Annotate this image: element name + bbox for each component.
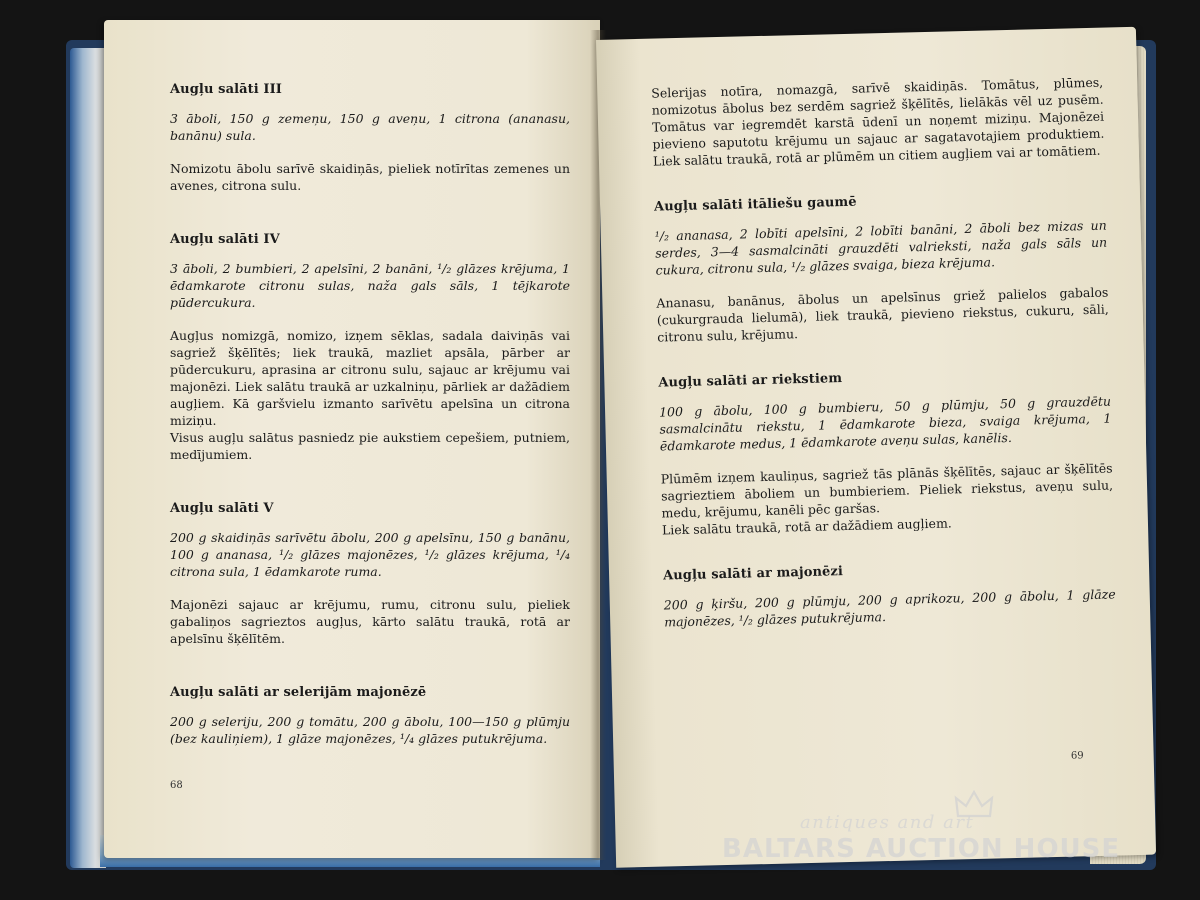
recipe-block (654, 189, 1109, 346)
recipe-ingredients: 100 g ābolu, 100 g bumbieru, 50 g plūmju, 50 g grauzdētu sasmalcinātu riekstu, 1 ēdamkarote bieza, svaiga krējuma, 1 ēdamkarote medus, 1 ēdamkarote aveņu sulas, kanēlis. (658, 393, 1112, 454)
page-number-right: 69 (1070, 750, 1084, 762)
recipe-ingredients: 200 g seleriju, 200 g tomātu, 200 g ābolu, 100—150 g plūmju (bez kauliņiem), 1 glāze majonēzes, ¹/₄ glāzes putukrējuma. (170, 714, 570, 746)
recipe-instructions: Selerijas notīra, nomazgā, sarīvē skaidiņās. Tomātus, plūmes, nomizotus ābolus bez serdēm sagriež šķēlītēs, lielākās vēl uz pusēm. Tomātus var iegremdēt karstā ūdenī un noņemt miziņu. Majonēzei pievieno saputotu krējumu un sajauc ar sagatavotajiem produktiem. Liek salātu traukā, rotā ar plūmēm un citiem augļiem vai ar tomātiem. (651, 74, 1105, 169)
recipe-title: Augļu salāti ar majonēzi (662, 564, 844, 584)
recipe-block (170, 685, 570, 747)
recipe-instructions: Plūmēm izņem kauliņus, sagriež tās plānās šķēlītēs, sajauc ar šķēlītēs sagrieztiem āboliem un bumbieriem. Pieliek riekstus, aveņu sulu, medu, krējumu, kanēli pēc garšas. (660, 460, 1114, 521)
recipe-title: Augļu salāti ar selerijām majonēzē (170, 685, 427, 700)
recipe-ingredients: 200 g skaidiņās sarīvētu ābolu, 200 g apelsīnu, 150 g banānu, 100 g ananasa, ¹/₂ glāzes majonēzes, ¹/₂ glāzes krējuma, ¹/₄ citrona sula, 1 ēdamkarote ruma. (170, 530, 570, 579)
recipe-ingredients: 3 āboli, 2 bumbieri, 2 apelsīni, 2 banāni, ¹/₂ glāzes krējuma, 1 ēdamkarote citronu sulas, naža gals sāls, 1 tējkarote pūdercukura. (170, 261, 570, 310)
cover-spine-edge (70, 48, 106, 868)
recipe-block (170, 501, 570, 647)
recipe-ingredients: ¹/₂ ananasa, 2 lobīti apelsīni, 2 lobīti banāni, 2 āboli bez mizas un serdes, 3—4 sasmalcināti grauzdēti valrieksti, naža gals sāls un cukura, citronu sula, ¹/₂ glāzes svaiga, bieza krējuma. (654, 217, 1108, 278)
recipe-block (170, 82, 570, 194)
recipe-instructions: Augļus nomizgā, nomizo, izņem sēklas, sadala daiviņās vai sagriež šķēlītēs; liek traukā, mazliet apsāla, pārber ar pūdercukuru, aprasina ar citronu sulu, sajauc ar krējumu vai majonēzi. Liek salātu traukā ar uzkalniņu, pārliek ar dažādiem augļiem. Kā garšvielu izmanto sarīvētu apelsīna un citrona miziņu. (170, 328, 570, 428)
auction-house-watermark (722, 812, 1142, 872)
recipe-title: Augļu salāti ar riekstiem (658, 371, 843, 391)
recipe-serving-note: Visus augļu salātus pasniedz pie aukstiem cepešiem, putniem, medījumiem. (170, 430, 570, 462)
recipe-instructions: Ananasu, banānus, ābolus un apelsīnus griež palielos gabalos (cukurgrauda lielumā), liek traukā, pievieno riekstus, cukuru, sāli, citronu sulu, krējumu. (656, 284, 1109, 345)
watermark-script-text: antiques and art (800, 812, 975, 833)
recipe-title: Augļu salāti IV (170, 232, 280, 247)
recipe-block (663, 557, 1116, 630)
recipe-serving-note: Liek salātu traukā, rotā ar dažādiem augļiem. (661, 515, 952, 538)
recipe-instructions: Majonēzi sajauc ar krējumu, rumu, citronu sulu, pieliek gabaliņos sagrieztos augļus, kārto salātu traukā, rotā ar apelsīnu šķēlītēm. (170, 597, 570, 646)
recipe-instructions: Nomizotu ābolu sarīvē skaidiņās, pieliek notīrītas zemenes un avenes, citrona sulu. (170, 161, 570, 193)
right-page (596, 27, 1156, 868)
recipe-title: Augļu salāti V (170, 501, 274, 516)
recipe-continuation (651, 74, 1105, 170)
recipe-title: Augļu salāti itāliešu gaumē (653, 194, 857, 215)
recipe-block (170, 232, 570, 463)
recipe-block (658, 365, 1114, 539)
left-page (104, 20, 600, 858)
recipe-ingredients: 3 āboli, 150 g zemeņu, 150 g aveņu, 1 citrona (ananasu, banānu) sula. (170, 111, 570, 143)
recipe-title: Augļu salāti III (170, 82, 282, 97)
page-number-left: 68 (170, 780, 183, 791)
watermark-brand-text: BALTARS AUCTION HOUSE (722, 834, 1121, 864)
recipe-ingredients: 200 g ķiršu, 200 g plūmju, 200 g aprikozu, 200 g ābolu, 1 glāze majonēzes, ¹/₂ glāzes putukrējuma. (663, 586, 1116, 630)
